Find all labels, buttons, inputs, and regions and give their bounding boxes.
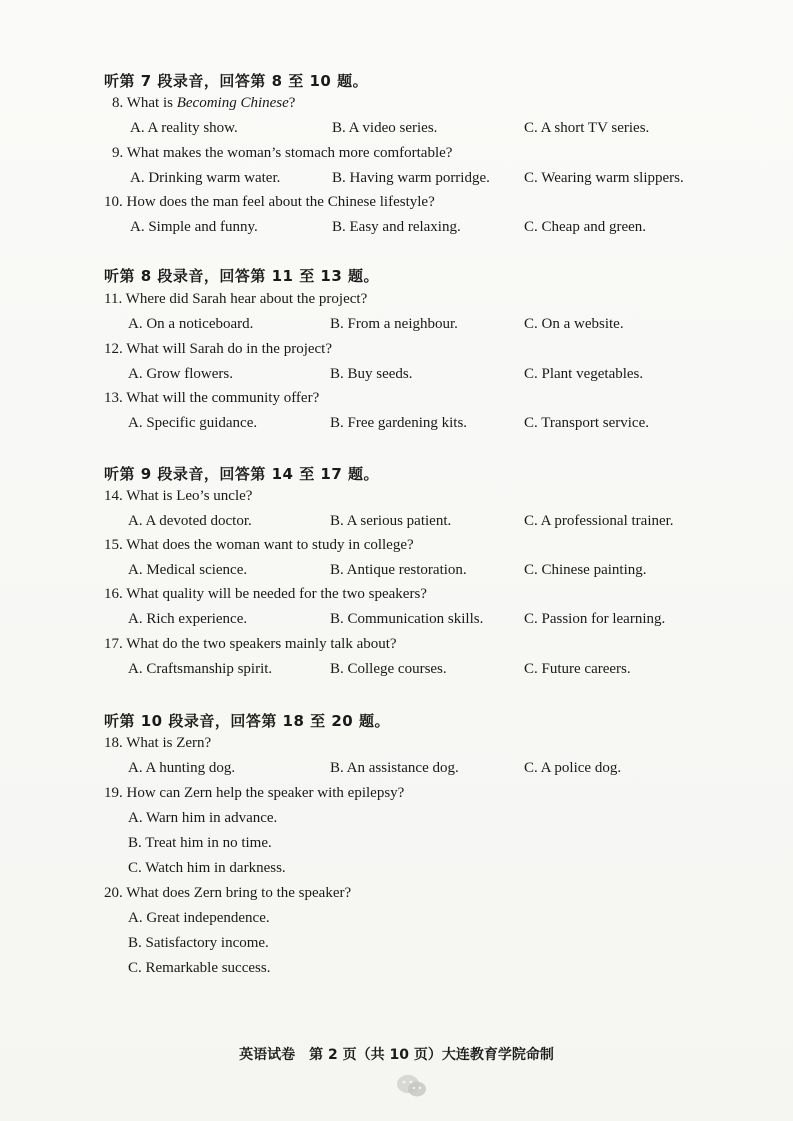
option-c: C. Remarkable success. [128,960,271,976]
wechat-icon [395,1072,429,1100]
question-stem: 20. What does Zern bring to the speaker? [104,885,352,901]
option-c: C. Chinese painting. [524,562,647,578]
question-stem: 14. What is Leo’s uncle? [104,488,253,504]
option-b: B. Having warm porridge. [332,170,490,186]
page-footer: 英语试卷 第 2 页（共 10 页）大连教育学院命制 [239,1047,554,1063]
option-a: A. Simple and funny. [130,219,258,235]
option-b: B. College courses. [330,661,447,677]
option-b: B. Free gardening kits. [330,415,468,431]
question-stem: 9. What makes the woman’s stomach more comfortable? [112,145,453,161]
option-a: A. Craftsmanship spirit. [128,661,273,677]
question-stem: 16. What quality will be needed for the two speakers? [104,586,427,602]
question-stem: 15. What does the woman want to study in college? [104,537,414,553]
option-a: A. Rich experience. [128,611,248,627]
option-b: B. From a neighbour. [330,316,458,332]
option-a: A. A hunting dog. [128,760,236,776]
option-b: B. An assistance dog. [330,760,459,776]
option-a: A. Specific guidance. [128,415,258,431]
option-a: A. Warn him in advance. [128,810,278,826]
option-b: B. Antique restoration. [330,562,467,578]
option-c: C. Passion for learning. [524,611,666,627]
question-stem: 10. How does the man feel about the Chinese lifestyle? [104,194,435,210]
question-stem: 12. What will Sarah do in the project? [104,341,332,357]
question-stem: 8. What is Becoming Chinese? [112,95,296,111]
option-c: C. Watch him in darkness. [128,860,286,876]
option-a: A. Grow flowers. [128,366,233,382]
option-b: B. Easy and relaxing. [332,219,461,235]
option-b: B. Treat him in no time. [128,835,272,851]
option-a: A. A reality show. [130,120,238,136]
option-a: A. Drinking warm water. [130,170,281,186]
option-b: B. Satisfactory income. [128,935,269,951]
question-stem: 11. Where did Sarah hear about the project? [104,291,368,307]
option-c: C. Plant vegetables. [524,366,644,382]
option-c: C. Transport service. [524,415,649,431]
option-c: C. Wearing warm slippers. [524,170,684,186]
option-b: B. Communication skills. [330,611,484,627]
question-stem: 13. What will the community offer? [104,390,320,406]
option-c: C. A short TV series. [524,120,650,136]
option-a: A. On a noticeboard. [128,316,254,332]
option-a: A. Great independence. [128,910,270,926]
section-title: 听第 8 段录音，回答第 11 至 13 题。 [104,267,380,285]
question-stem: 18. What is Zern? [104,735,212,751]
section-title: 听第 10 段录音，回答第 18 至 20 题。 [104,712,390,730]
option-b: B. A video series. [332,120,438,136]
option-a: A. Medical science. [128,562,248,578]
section-title: 听第 9 段录音，回答第 14 至 17 题。 [104,465,380,483]
option-c: C. A police dog. [524,760,622,776]
question-stem: 17. What do the two speakers mainly talk about? [104,636,397,652]
option-c: C. On a website. [524,316,624,332]
option-c: C. Cheap and green. [524,219,647,235]
option-c: C. Future careers. [524,661,631,677]
question-stem: 19. How can Zern help the speaker with epilepsy? [104,785,405,801]
section-title: 听第 7 段录音，回答第 8 至 10 题。 [104,72,369,90]
option-b: B. A serious patient. [330,513,452,529]
option-a: A. A devoted doctor. [128,513,252,529]
option-b: B. Buy seeds. [330,366,413,382]
option-c: C. A professional trainer. [524,513,674,529]
